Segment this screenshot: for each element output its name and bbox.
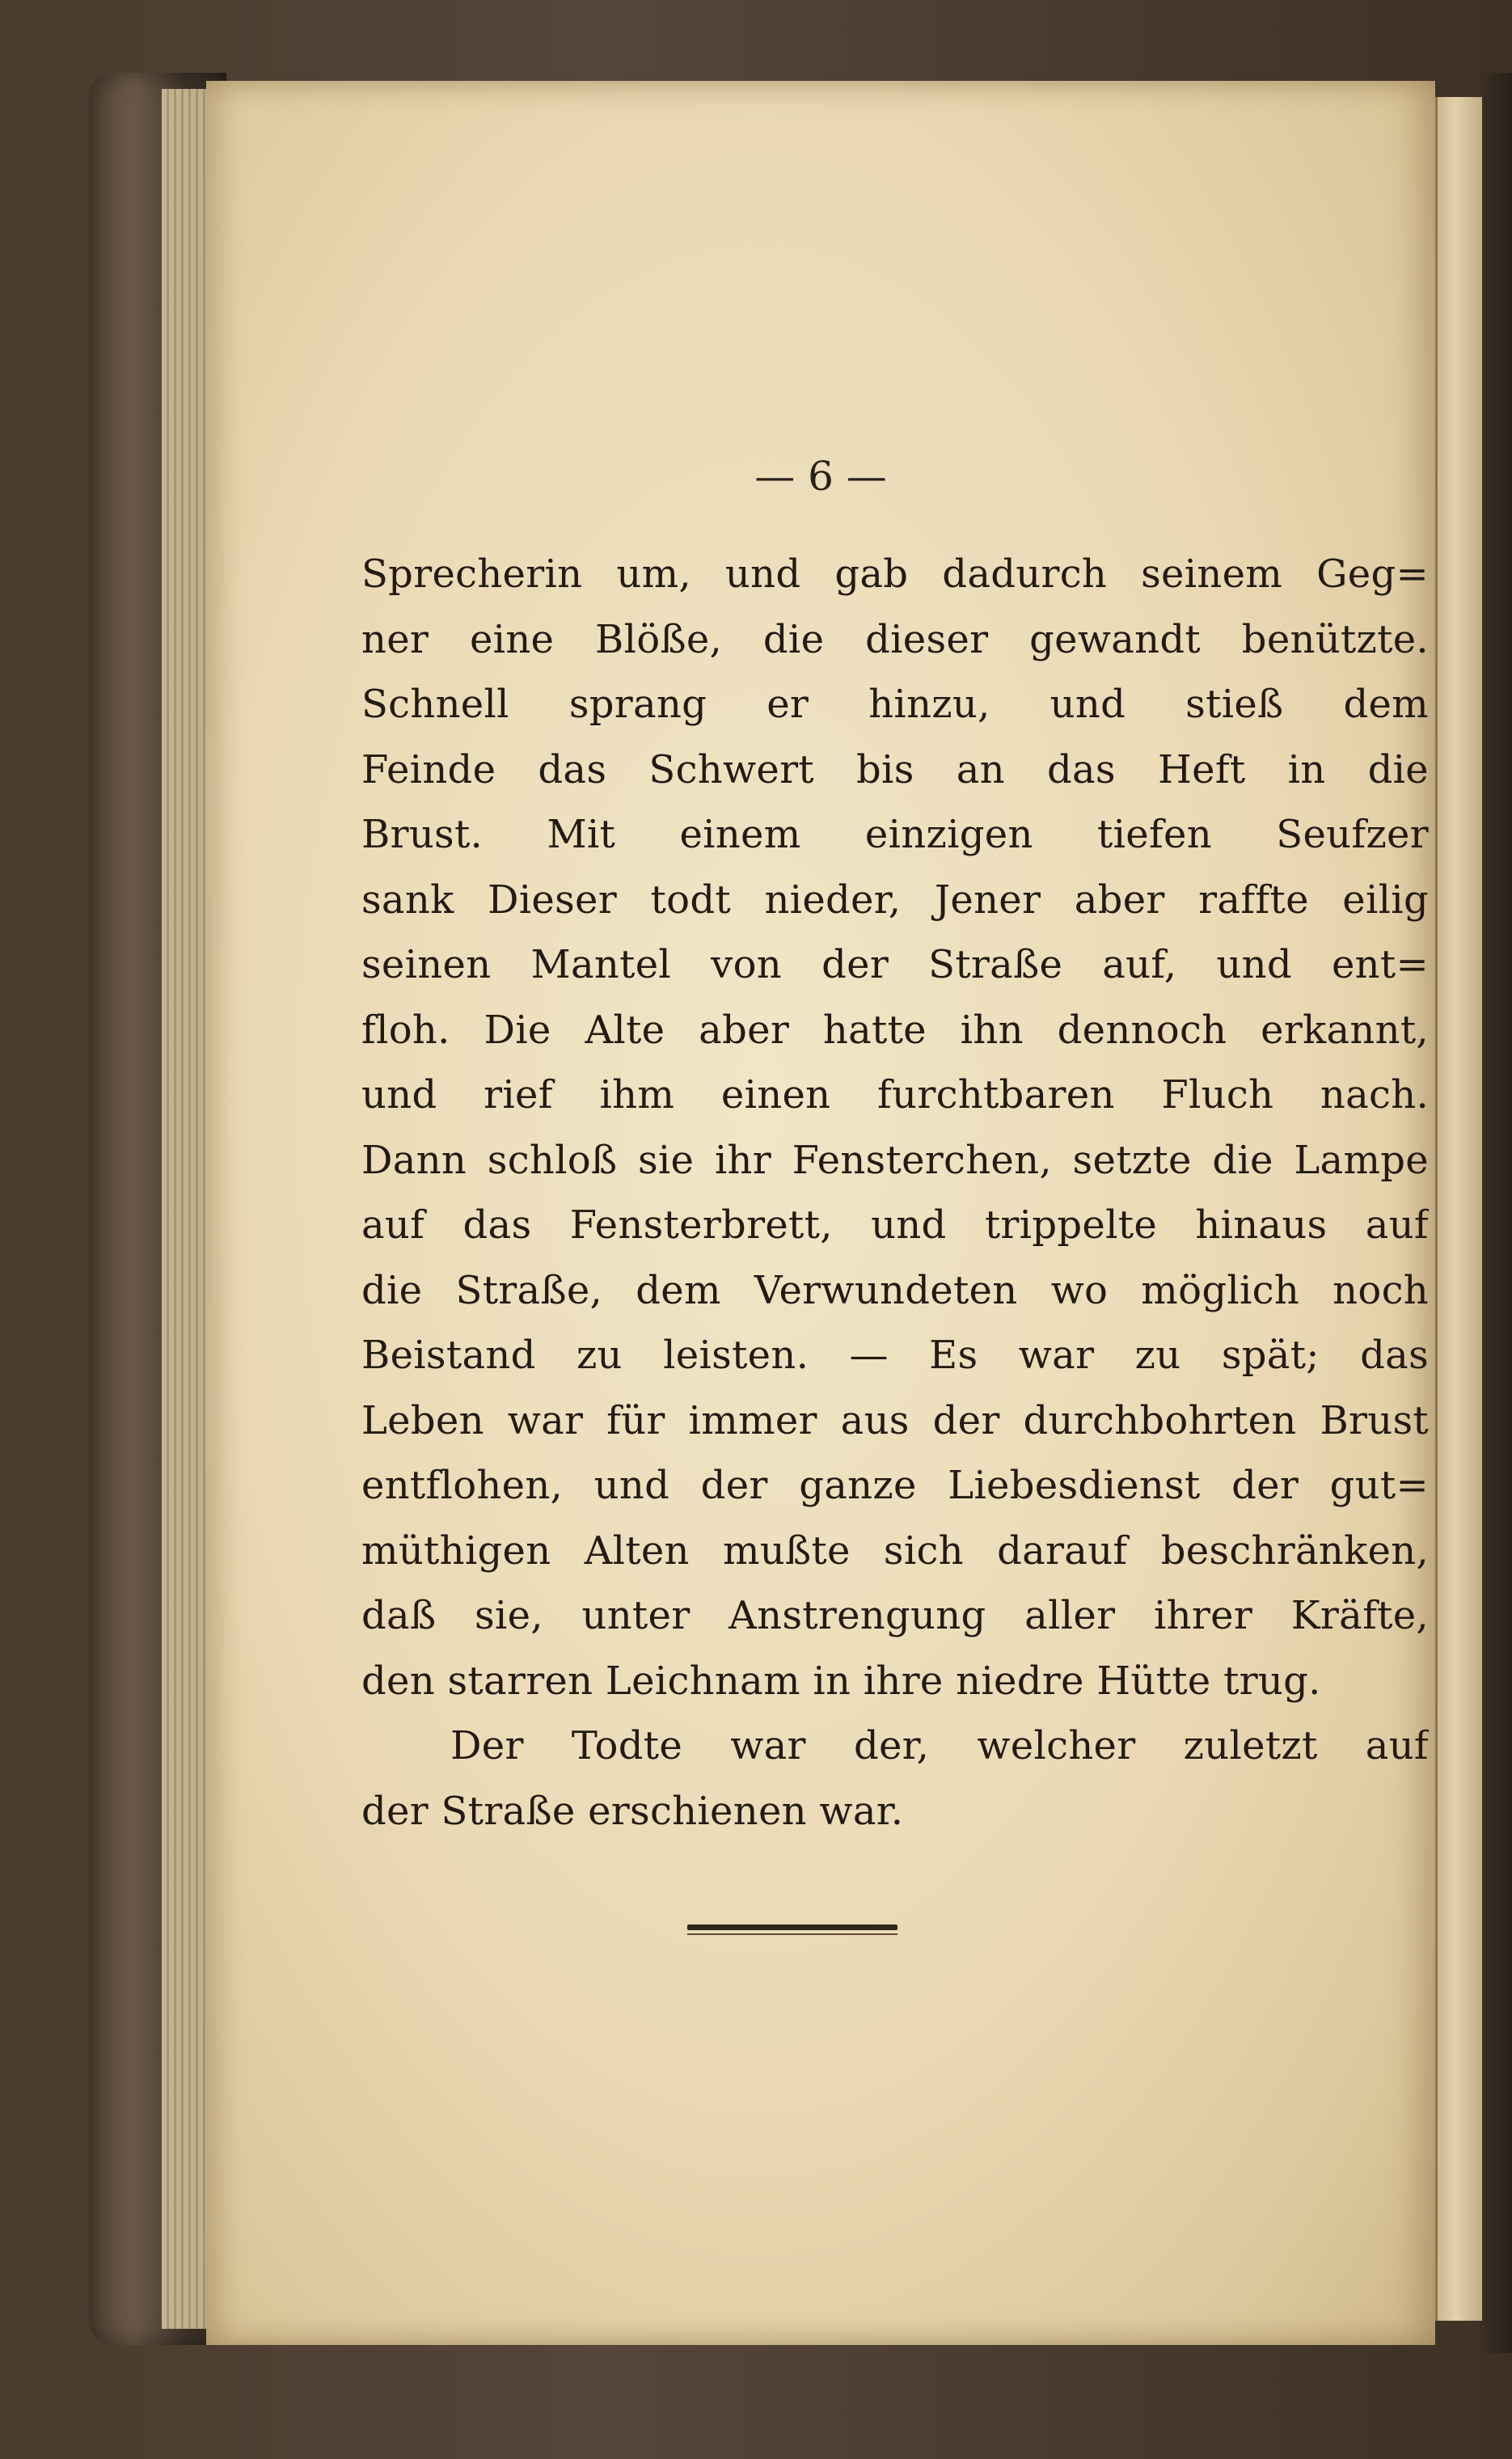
text-line: Dann schloß sie ihr Fensterchen, setzte die Lampe (361, 1137, 1429, 1183)
text-line: Der Todte war der, welcher zuletzt auf (450, 1723, 1429, 1768)
text-line: auf das Fensterbrett, und trippelte hinaus auf (361, 1202, 1429, 1248)
text-line: Feinde das Schwert bis an das Heft in die (361, 746, 1429, 792)
text-line: Leben war für immer aus der durchbohrten Brust (361, 1397, 1429, 1443)
text-line: entflohen, und der ganze Liebesdienst der gut= (361, 1463, 1429, 1508)
text-line: Schnell sprang er hinzu, und stieß dem (361, 682, 1429, 727)
page-number: — 6 — (754, 453, 887, 500)
facing-page-edge (1435, 97, 1482, 2321)
text-line: ner eine Blöße, die dieser gewandt benützte. (361, 616, 1429, 662)
text-line: floh. Die Alte aber hatte ihn dennoch erkannt, (361, 1007, 1429, 1053)
book-spine-right (1480, 73, 1512, 2353)
text-line: den starren Leichnam in ihre niedre Hütte trug. (361, 1658, 1321, 1704)
text-line: müthigen Alten mußte sich darauf beschränken, (361, 1527, 1429, 1574)
page-text (361, 542, 1429, 1844)
text-line: Beistand zu leisten. — Es war zu spät; das (361, 1333, 1429, 1378)
text-line: Brust. Mit einem einzigen tiefen Seufzer (361, 812, 1429, 857)
text-line: daß sie, unter Anstrengung aller ihrer Kräfte, (361, 1593, 1429, 1638)
text-line: die Straße, dem Verwundeten wo möglich noch (361, 1267, 1429, 1313)
text-line: und rief ihm einen furchtbaren Fluch nach. (361, 1072, 1429, 1118)
book-page (206, 81, 1435, 2345)
end-rule (687, 1925, 897, 1930)
text-line: seinen Mantel von der Straße auf, und ent= (361, 942, 1429, 987)
text-line: der Straße erschienen war. (361, 1788, 904, 1834)
text-line: Sprecherin um, und gab dadurch seinem Geg= (361, 551, 1429, 597)
text-line: sank Dieser todt nieder, Jener aber raffte eilig (361, 877, 1429, 923)
